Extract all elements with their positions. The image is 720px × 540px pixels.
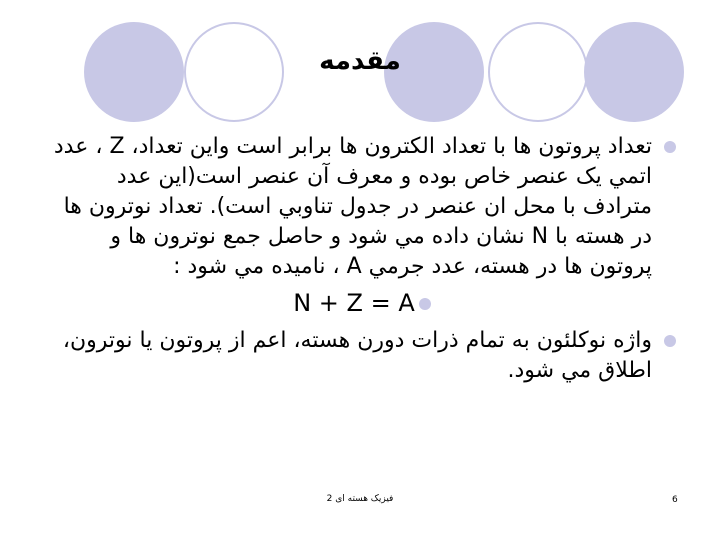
bullet-text: واژه نوکلئون به تمام ذرات دورن هسته، اعم از پروتون يا نوترون، اطلاق مي شود.: [62, 328, 652, 383]
formula-row: [44, 286, 680, 320]
page-number: 6: [672, 495, 678, 505]
formula-text: N + Z = A: [293, 289, 415, 317]
bullet-item: [44, 132, 680, 282]
bullet-dot-icon: [419, 298, 431, 310]
bullet-item: [44, 326, 680, 386]
bullet-dot-icon: [664, 141, 676, 153]
slide-title: مقدمه: [319, 46, 401, 76]
bullet-text: تعداد پروتون ها با تعداد الکترون ها برابر است واين تعداد، Z ، عدد اتمي يک عنصر خاص بوده و معرف آن عنصر است(اين عدد مترادف با محل ان عنصر در جدول تناوبي است). تعداد نوترون ها در هسته با N نشان داده مي شود و حاصل جمع نوترون ها و پروتون ها در هسته، عدد جرمي A ، ناميده مي شود :: [53, 134, 652, 279]
bullet-dot-icon: [664, 335, 676, 347]
slide-content: [44, 132, 680, 386]
footer-title: فيزيک هسته ای 2: [326, 494, 394, 504]
